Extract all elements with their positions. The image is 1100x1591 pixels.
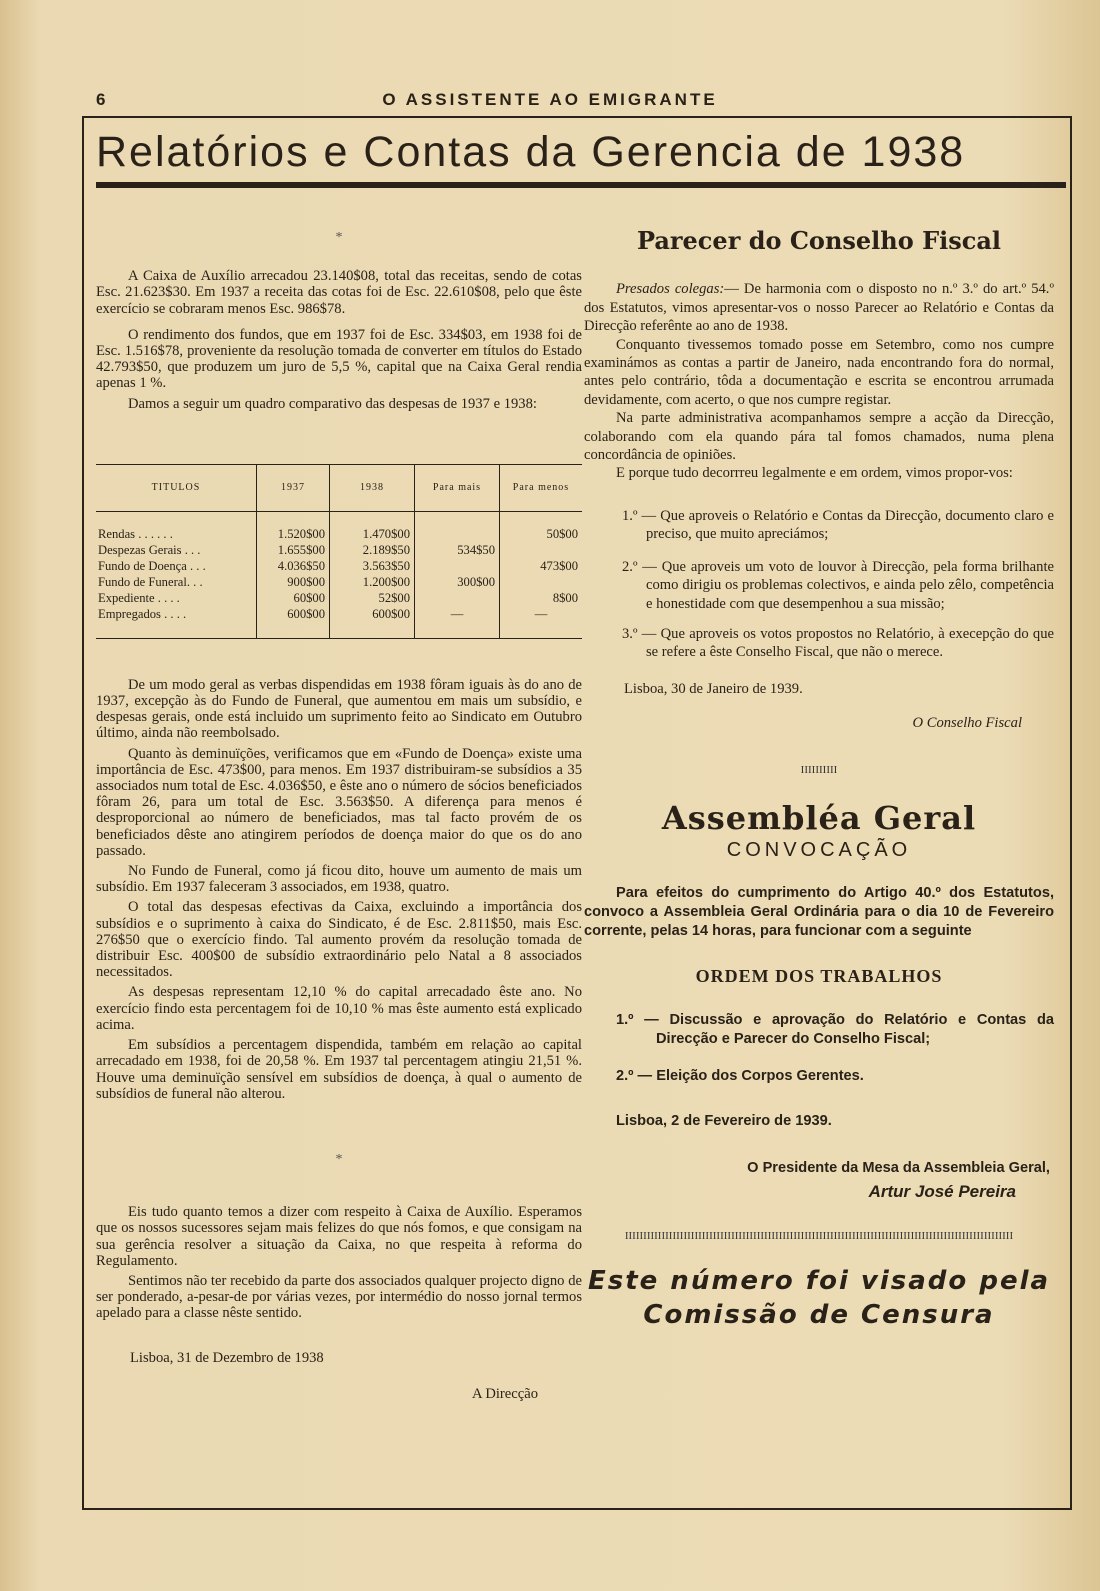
censorship-notice-line2: Comissão de Censura: [643, 1299, 995, 1330]
cell: Despezas Gerais . . .: [98, 542, 201, 557]
convocacao-subtitle: CONVOCAÇÃO: [726, 839, 912, 862]
direction-date: Lisboa, 31 de Dezembro de 1938: [130, 1349, 324, 1366]
item-number: 3.º —: [622, 625, 657, 642]
column-header: 1937: [257, 464, 330, 511]
paragraph: As despesas representam 12,10 % do capital arrecadado êste ano. No exercício findo esta percentagem foi de 10,10 % mas êste aumento está explicado acima.: [96, 984, 582, 1033]
item-text: Que aproveis um voto de louvor à Direcção, pela forma brilhante como dirigiu os problemas colectivos, e ainda pelo zêlo, competência e honestidade com que desempenhou a sua missão;: [646, 558, 1054, 612]
asterisk-ornament: *: [335, 1151, 343, 1167]
assembleia-date: Lisboa, 2 de Fevereiro de 1939.: [616, 1113, 832, 1130]
table-row: [96, 574, 582, 590]
cell: 50$00: [500, 511, 583, 542]
list-item: [622, 558, 1054, 613]
table-row: [96, 542, 582, 558]
signer-title: O Presidente da Mesa da Assembleia Geral,: [747, 1159, 1050, 1176]
main-title: Relatórios e Contas da Gerencia de 1938: [96, 128, 966, 176]
paragraph: De um modo geral as verbas dispendidas em 1938 fôram iguais às do ano de 1937, excepção às do Fundo de Funeral, que aumentou em mais um subsídio, e despesas gerais, onde está incluido um suprimento feito ao Sindicato em Outubro último, ainda não reembolsado.: [96, 676, 582, 742]
cell: 1.655$00: [257, 542, 330, 558]
item-number: 2.º —: [622, 558, 657, 575]
cell: 8$00: [500, 590, 583, 606]
column-header: Para mais: [415, 464, 500, 511]
cell: [500, 574, 583, 590]
cell: 1.200$00: [330, 574, 415, 590]
parecer-title: Parecer do Conselho Fiscal: [636, 226, 1002, 255]
convocation-text: Para efeitos do cumprimento do Artigo 40.º dos Estatutos, convoco a Assembleia Geral Ordinária para o dia 10 de Fevereiro corrente, pelas 14 horas, para funcionar com a seguinte: [584, 884, 1054, 939]
signer-name: Artur José Pereira: [868, 1181, 1016, 1201]
separator-ornament: IIIIIIIIII: [800, 763, 838, 776]
ordem-title: ORDEM DOS TRABALHOS: [695, 965, 943, 986]
parecer-date: Lisboa, 30 de Janeiro de 1939.: [624, 680, 803, 697]
list-item: [622, 625, 1054, 662]
cell: [500, 542, 583, 558]
item-number: 1.º —: [622, 507, 657, 524]
cell: 52$00: [330, 590, 415, 606]
masthead: O ASSISTENTE AO EMIGRANTE: [382, 90, 718, 109]
right-column: [584, 226, 1055, 1332]
direction-signature: A Direcção: [471, 1385, 538, 1402]
item-number: 1.º —: [616, 1012, 659, 1029]
item-number: 2.º —: [616, 1068, 653, 1085]
paragraph: O total das despesas efectivas da Caixa, excluindo a importância dos subsídios e o suprimento à caixa do Sindicato, é de Esc. 2.811$50, mais Esc. 276$50 que o exercício findo. Tal aumento provém da resolução tomada de distribuir Esc. 400$00 de subsídio extraordinário pelo Natal a 8 associados necessitados.: [96, 899, 582, 981]
table-row: [96, 590, 582, 606]
paragraph: Quanto às deminuïções, verificamos que em «Fundo de Doença» existe uma importância de Esc. 473$00, para menos. Em 1937 distribuiram-se subsídios a 35 associados num total de Esc. 4.036$50, e êste ano o número de sócios beneficiados fôram 26, para um total de Esc. 3.563$50. A diferença para menos é desproporcional ao número de beneficiados, mas tal facto provém de os beneficiados dêste ano atingirem períodos de doença maior do que os do ano passado.: [96, 745, 582, 859]
cell: [415, 558, 500, 574]
paragraph: Damos a seguir um quadro comparativo das despesas de 1937 e 1938:: [128, 395, 537, 412]
column-header: 1938: [330, 464, 415, 511]
cell: 2.189$50: [330, 542, 415, 558]
cell: [415, 590, 500, 606]
list-item: [616, 1067, 1054, 1086]
cell: Rendas . . . . . .: [98, 526, 173, 541]
cell: 600$00: [257, 606, 330, 639]
cell: 600$00: [330, 606, 415, 639]
table-row: [96, 511, 582, 542]
paragraph: E porque tudo decorrreu legalmente e em ordem, vimos propor-vos:: [616, 465, 1013, 482]
table-header-row: [96, 464, 582, 511]
salutation: Presados colegas:: [616, 281, 725, 298]
paragraph: Conquanto tivessemos tomado posse em Setembro, como nos cumpre examinámos as contas a partir de Janeiro, nada encontrando fora do normal, antes pelo contrário, tôda a documentação e escrita se encontrou arrumada devidamente, com acerto, o que nos cumpre registar.: [584, 336, 1054, 408]
paragraph-text: — De harmonia com o disposto no n.º 3.º do art.º 54.º dos Estatutos, vimos apresentar-vos o nosso Parecer ao Relatório e Contas da Direcção referênte ao ano de 1938.: [584, 281, 1054, 335]
cell: 1.520$00: [257, 511, 330, 542]
page-header: [0, 90, 1100, 114]
cell: Expediente . . . .: [98, 590, 180, 605]
separator-ornament: IIIIIIIIIIIIIIIIIIIIIIIIIIIIIIIIIIIIIIIIIIIIIIIIIIIIIIIIIIIIIIIIIIIIIIIIIIIIIIIIIIIIIIIIIIIIIIIIIIIIIIIIII: [624, 1230, 1014, 1243]
left-column: [96, 230, 582, 1402]
cell: 900$00: [257, 574, 330, 590]
censorship-notice-line1: Este número foi visado pela: [587, 1265, 1051, 1296]
cell: [415, 511, 500, 542]
cell: 473$00: [500, 558, 583, 574]
paragraph: No Fundo de Funeral, como já ficou dito, houve um aumento de mais um subsídio. Em 1937 faleceram 3 associados, em 1938, quatro.: [96, 863, 582, 896]
paragraph: Em subsídios a percentagem dispendida, também em relação ao capital arrecadado em 1938, foi de 20,58 %. Em 1937 tal percentagem atingiu 21,51 %. Houve uma deminuïção sensível em subsídios de doença, à qual o aumento de subsídios de funeral não alterou.: [96, 1037, 582, 1102]
cell: 4.036$50: [257, 558, 330, 574]
paragraph: O rendimento dos fundos, que em 1937 foi de Esc. 334$03, em 1938 foi de Esc. 1.516$78, proveniente da resolução tomada de converter em títulos do Estado 42.793$50, que produzem um juro de 5,5 %, capital que na Caixa Geral rendia apenas 1 %.: [96, 326, 582, 392]
cell: Empregados . . . .: [96, 606, 257, 639]
expenses-table: [96, 464, 582, 639]
paragraph: Eis tudo quanto temos a dizer com respeito à Caixa de Auxílio. Esperamos que os nossos sucessores sejam mais felizes do que nós fomos, e que consigam na sua gerência resolver a situação da Caixa, no que respeita à reforma do Regulamento.: [96, 1204, 582, 1269]
list-item: [622, 507, 1054, 544]
cell: 1.470$00: [330, 511, 415, 542]
cell: Fundo de Doença . . .: [98, 558, 206, 573]
parecer-signature: O Conselho Fiscal: [912, 715, 1022, 732]
item-text: Que aproveis o Relatório e Contas da Direcção, documento claro e preciso, que muito apreciámos;: [646, 507, 1055, 543]
table-row: [96, 606, 582, 639]
paragraph: [584, 280, 1054, 335]
cell: 3.563$50: [330, 558, 415, 574]
cell: Fundo de Funeral. . .: [98, 574, 203, 589]
list-item: [616, 1011, 1054, 1049]
assembleia-title: Assembléa Geral: [661, 798, 977, 837]
title-rule: [96, 182, 1066, 188]
item-text: Discussão e aprovação do Relatório e Contas da Direcção e Parecer do Conselho Fiscal;: [656, 1012, 1055, 1048]
cell: —: [500, 606, 583, 639]
asterisk-ornament: *: [335, 230, 343, 245]
page-number: 6: [96, 90, 106, 109]
item-text: Que aproveis os votos propostos no Relatório, à execepção do que se refere a êste Conselho Fiscal, que não o merece.: [646, 625, 1054, 661]
paragraph: A Caixa de Auxílio arrecadou 23.140$08, total das receitas, sendo de cotas Esc. 21.623$30. Em 1937 a receita das cotas foi de Esc. 22.610$08, pelo que êste exercício se cobraram menos Esc. 986$78.: [96, 268, 582, 317]
paragraph: Sentimos não ter recebido da parte dos associados qualquer projecto digno de ser ponderado, a-pesar-de por várias vezes, por intermédio do nosso jornal termos apelado para a classe nêste sentido.: [96, 1272, 582, 1322]
table-row: [96, 558, 582, 574]
paragraph: Na parte administrativa acompanhamos sempre a acção da Direcção, colaborando com ela quando pára tal fomos chamados, numa plena concordância de opiniões.: [584, 410, 1054, 464]
cell: 300$00: [415, 574, 500, 590]
column-header: Para menos: [500, 464, 583, 511]
cell: 534$50: [415, 542, 500, 558]
item-text: Eleição dos Corpos Gerentes.: [656, 1068, 864, 1085]
cell: —: [415, 606, 500, 639]
cell: 60$00: [257, 590, 330, 606]
column-header: TITULOS: [96, 464, 257, 511]
